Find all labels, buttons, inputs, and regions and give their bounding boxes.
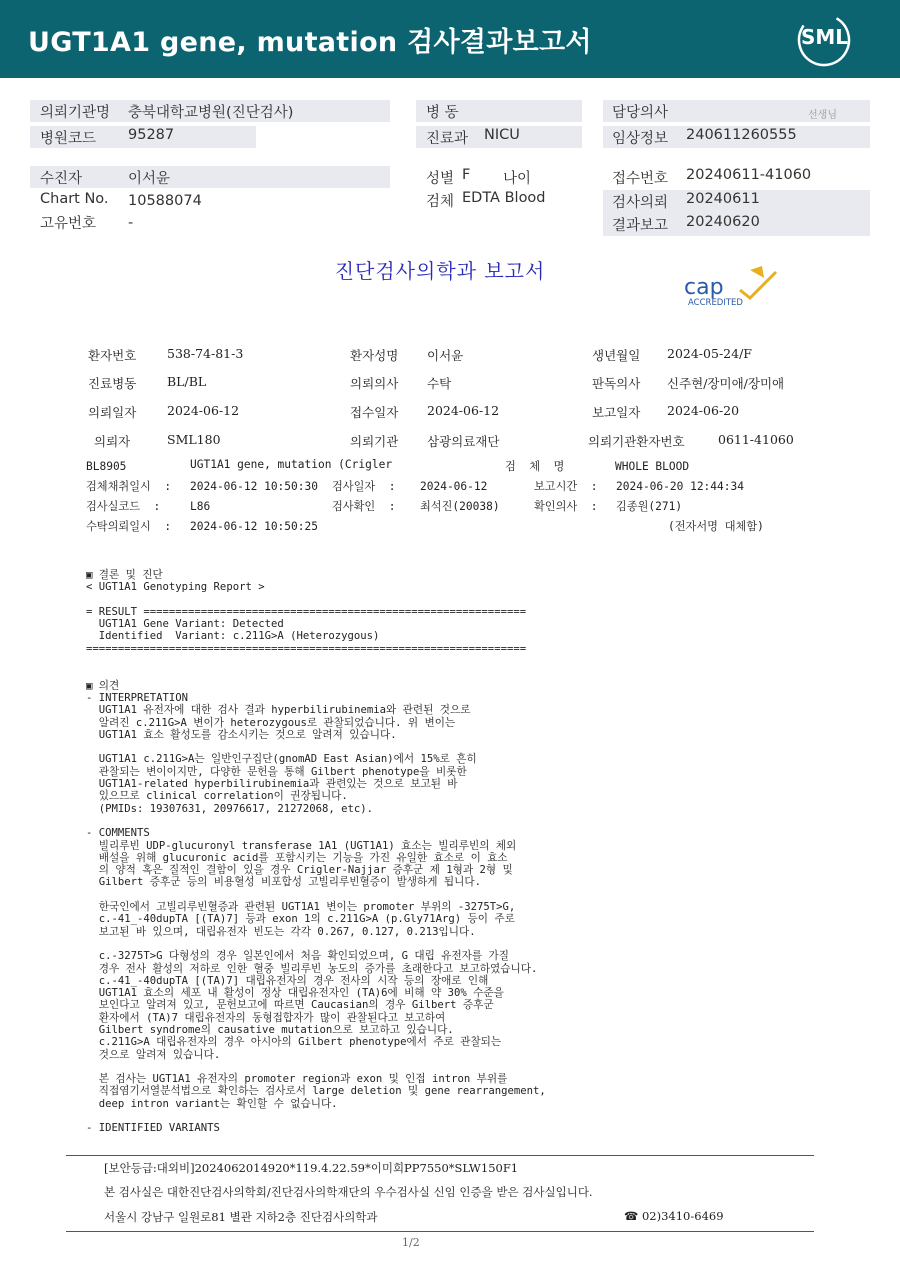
uid-value: - (128, 215, 134, 231)
report-time-value: 2024-06-20 12:44:34 (616, 480, 744, 493)
phone-text: ☎ 02)3410-6469 (624, 1209, 724, 1223)
sex-value: F (462, 167, 471, 183)
cap-accredited-logo (680, 262, 790, 312)
info-value: 2024-05-24/F (667, 346, 752, 361)
info-label: 생년월일 (592, 348, 641, 363)
footer-divider-bottom (66, 1231, 814, 1232)
receipt-value: 20240611-41060 (686, 167, 812, 183)
exam-date-value: 2024-06-12 (420, 480, 488, 493)
collect-label: 검체채취일시 : (86, 480, 172, 493)
dept-value: NICU (484, 127, 520, 143)
info-label: 의뢰자 (94, 434, 131, 449)
clinical-value: 240611260555 (686, 127, 797, 143)
hospital-code-value: 95287 (128, 127, 175, 143)
receipt-label: 접수번호 (612, 171, 669, 187)
document-title: 진단검사의학과 보고서 (334, 259, 546, 283)
info-value: 삼광의료재단 (427, 434, 500, 449)
chart-value: 10588074 (128, 193, 202, 209)
info-value: 2024-06-12 (427, 403, 500, 418)
info-label: 의뢰기관 (350, 434, 399, 449)
sex-label: 성별 (426, 171, 455, 187)
req-time-value: 2024-06-12 10:50:25 (190, 520, 318, 533)
request-label: 검사의뢰 (612, 195, 669, 211)
report-label: 결과보고 (612, 218, 669, 234)
exam-date-label: 검사일자 : (332, 480, 396, 493)
confirm-doc-value: 김종원(271) (616, 500, 683, 513)
requesting-org-value: 충북대학교병원(진단검사) (128, 105, 294, 121)
report-body-text: ▣ 결론 및 진단 < UGT1A1 Genotyping Report > = RESULT ============================================================ UGT1A1 Gene Variant: Detected Identified Variant: c.211G>A (Heterozygous) ===================================================================== ▣ 의견 - INTERPRETATION UGT1A1 유전자에 대한 검사 결과 hyperbilirubinemia와 관련된 것으로 알려진 c.211G>A 변이가 heterozygous로 관찰되었습니다. 위 변이는 UGT1A1 효소 활성도를 감소시키는 것으로 알려져 있습니다. UGT1A1 c.211G>A는 일반인구집단(gnomAD East Asian)에서 15%로 흔히 관찰되는 변이이지만, 다양한 문헌을 통해 Gilbert phenotype을 비롯한 UGT1A1-related hyperbilirubinemia과 관련있는 것으로 보고된 바 있으므로 clinical correlation이 권장됩니다. (PMIDs: 19307631, 20976617, 21272068, etc). - COMMENTS 빌리루빈 UDP-glucuronyl transferase 1A1 (UGT1A1) 효소는 빌리루빈의 체외 배설을 위해 glucuronic acid를 포함시키는 기능을 가진 유일한 효소로 이 효소 의 양적 혹은 질적인 결함이 있을 경우 Crigler-Najjar 증후군 제 1형과 2형 및 Gilbert 증후군 등의 비용혈성 비포합성 고빌리루빈혈증이 발생하게 됩니다. 한국인에서 고빌리루빈혈증과 관련된 UGT1A1 변이는 promoter 부위의 -3275T>G, c.-41_-40dupTA [(TA)7] 등과 exon 1의 c.211G>A (p.Gly71Arg) 등이 주로 보고된 바 있으며, 대립유전자 빈도는 각각 0.267, 0.127, 0.213입니다. c.-3275T>G 다형성의 경우 일본인에서 처음 확인되었으며, G 대립 유전자를 가질 경우 전사 활성의 저하로 인한 혈중 빌리루빈 농도의 증가를 초래한다고 보고하였습니다. c.-41_-40dupTA [(TA)7] 대립유전자의 경우 전사의 시작 등의 장애로 인해 UGT1A1 효소의 세포 내 활성이 정상 대립유전자인 (TA)6에 비해 약 30% 수준을 보인다고 알려져 있고, 문헌보고에 따르면 Caucasian의 경우 Gilbert 증후군 환자에서 (TA)7 대립유전자의 동형접합자가 많이 관찰된다고 보고하여 Gilbert syndrome의 causative mutation으로 보고하고 있습니다. c.211G>A 대립유전자의 경우 아시아의 Gilbert phenotype에서 주로 관찰되는 것으로 알려져 있습니다. 본 검사는 UGT1A1 유전자의 promoter region과 exon 및 인접 intron 부위를 직접염기서열분석법으로 확인하는 검사로서 large deletion 및 gene rearrangement, deep intron variant는 확인할 수 없습니다. - IDENTIFIED VARIANTS (86, 569, 546, 1135)
address-text: 서울시 강남구 일원로81 별관 지하2층 진단검사의학과 (104, 1210, 378, 1224)
doctor-label: 담당의사 (612, 105, 669, 121)
confirm-label: 검사확인 : (332, 500, 396, 513)
info-value: BL/BL (167, 374, 207, 389)
report-time-label: 보고시간 : (534, 480, 598, 493)
age-label: 나이 (503, 171, 532, 187)
footer-divider-top (66, 1155, 814, 1156)
page-number: 1/2 (402, 1236, 420, 1249)
collect-value: 2024-06-12 10:50:30 (190, 480, 318, 493)
info-value: 2024-06-12 (167, 403, 240, 418)
specimen-name-label: 검 체 명 (505, 460, 565, 473)
info-label: 보고일자 (592, 405, 641, 420)
room-value: L86 (190, 500, 211, 513)
chart-label: Chart No. (40, 191, 109, 207)
dept-label: 진료과 (426, 131, 469, 147)
cap-sub-text: ACCREDITED (688, 298, 743, 308)
req-time-label: 수탁의뢰일시 : (86, 520, 172, 533)
patient-bar (30, 166, 390, 188)
info-label: 의뢰의사 (350, 376, 399, 391)
ward-label: 병 동 (426, 105, 459, 121)
info-value: 0611-41060 (718, 432, 794, 447)
uid-label: 고유번호 (40, 216, 97, 232)
info-label: 환자성명 (350, 348, 399, 363)
info-label: 접수일자 (350, 405, 399, 420)
cap-text: cap (684, 275, 724, 300)
info-label: 진료병동 (88, 376, 137, 391)
room-label: 검사실코드 : (86, 500, 161, 513)
info-value: 538-74-81-3 (167, 346, 244, 361)
test-code: BL8905 (86, 460, 127, 473)
specimen-value: EDTA Blood (462, 190, 546, 206)
info-label: 판독의사 (592, 376, 641, 391)
specimen-label: 검체 (426, 194, 455, 210)
info-value: 2024-06-20 (667, 403, 740, 418)
test-name: UGT1A1 gene, mutation (Crigler (190, 458, 393, 471)
security-line: [보안등급:대외비]2024062014920*119.4.22.59*이미희PP7550*SLW150F1 (104, 1161, 519, 1175)
certification-text: 본 검사실은 대한진단검사의학회/진단검사의학재단의 우수검사실 신임 인증을 받은 검사실입니다. (104, 1185, 593, 1199)
info-label: 의뢰기관환자번호 (588, 434, 685, 449)
info-value: 수탁 (427, 376, 452, 391)
patient-label: 수진자 (40, 171, 83, 187)
info-value: 이서윤 (427, 348, 464, 363)
clinical-label: 임상정보 (612, 131, 669, 147)
confirm-doc-label: 확인의사 : (534, 500, 598, 513)
confirm-value: 최석진(20038) (420, 500, 500, 513)
info-label: 환자번호 (88, 348, 137, 363)
hospital-code-label: 병원코드 (40, 131, 97, 147)
report-title: UGT1A1 gene, mutation 검사결과보고서 (28, 27, 592, 58)
specimen-name-value: WHOLE BLOOD (615, 460, 690, 473)
request-value: 20240611 (686, 191, 760, 207)
info-value: SML180 (167, 432, 221, 447)
report-header (0, 0, 900, 78)
patient-value: 이서윤 (128, 171, 171, 187)
sign-note: (전자서명 대체함) (668, 520, 764, 533)
info-label: 의뢰일자 (88, 405, 137, 420)
report-value: 20240620 (686, 214, 760, 230)
logo-text: SML (801, 25, 849, 49)
info-value: 신주현/장미애/장미애 (667, 376, 785, 391)
doctor-value: 선생님 (808, 110, 837, 121)
requesting-org-label: 의뢰기관명 (40, 105, 111, 121)
